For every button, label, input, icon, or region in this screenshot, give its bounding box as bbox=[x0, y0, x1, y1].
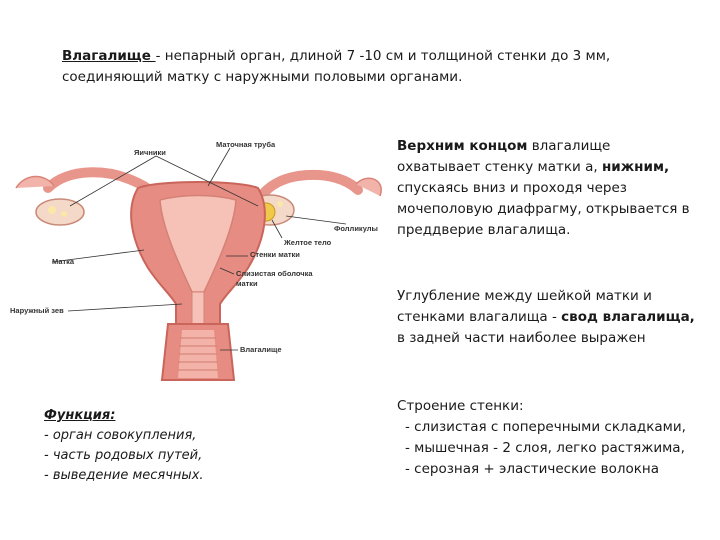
list-item: - слизистая с поперечными складками, bbox=[405, 419, 686, 435]
bold-upper-end: Верхним концом bbox=[397, 138, 528, 154]
function-list bbox=[44, 426, 344, 486]
label-corpus-luteum: Желтое тело bbox=[284, 238, 332, 247]
anatomy-illustration bbox=[8, 128, 386, 390]
paragraph-fornix bbox=[397, 286, 697, 349]
label-uterus: Матка bbox=[52, 257, 75, 266]
label-ovaries: Яичники bbox=[134, 148, 166, 157]
label-mucosa-line1: Слизистая оболочка bbox=[236, 269, 313, 278]
wall-structure-block bbox=[397, 396, 697, 480]
intro-paragraph bbox=[62, 46, 692, 88]
list-item: - мышечная - 2 слоя, легко растяжима, bbox=[405, 440, 685, 456]
label-mucosa-line2: матки bbox=[236, 279, 258, 288]
text-lower-end: спускаясь вниз и проходя через мочеполовую диафрагму, открывается в преддверие влагалища. bbox=[397, 180, 690, 238]
list-item: - выведение месячных. bbox=[44, 468, 204, 483]
label-external-os: Наружный зев bbox=[10, 306, 64, 315]
text-upper-end: влагалище охватывает стенку матки а, bbox=[397, 138, 611, 175]
bold-lower-end: нижним, bbox=[601, 159, 670, 175]
label-follicles: Фолликулы bbox=[334, 224, 378, 233]
list-item: - орган совокупления, bbox=[44, 428, 197, 443]
function-title: Функция: bbox=[44, 408, 116, 423]
intro-definition: - непарный орган, длиной 7 -10 см и толщиной стенки до 3 мм, соединяющий матку с наружными половыми органами. bbox=[62, 48, 611, 85]
term-vagina: Влагалище bbox=[62, 48, 156, 64]
label-uterine-wall: Стенки матки bbox=[250, 250, 300, 259]
paragraph-upper-lower-end bbox=[397, 136, 697, 241]
text-fornix-intro: Углубление между шейкой матки и стенками влагалища - bbox=[397, 288, 652, 325]
label-vagina: Влагалище bbox=[240, 345, 282, 354]
bold-fornix-term: свод влагалища, bbox=[561, 309, 695, 325]
list-item: - серозная + эластические волокна bbox=[405, 461, 659, 477]
function-block bbox=[44, 406, 344, 486]
list-item: - часть родовых путей, bbox=[44, 448, 203, 463]
wall-structure-list bbox=[397, 417, 697, 480]
wall-structure-title: Строение стенки: bbox=[397, 398, 524, 414]
text-fornix-rest: в задней части наиболее выражен bbox=[397, 330, 646, 346]
label-fallopian-tube: Маточная труба bbox=[216, 140, 276, 149]
